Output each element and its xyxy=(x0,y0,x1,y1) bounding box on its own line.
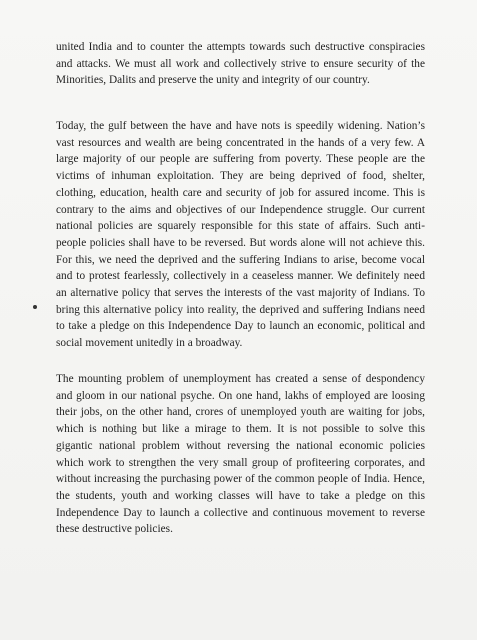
margin-dot xyxy=(33,305,37,309)
paragraph-wealth-gap: Today, the gulf between the have and have nots is speedily widening. Nation’s vast resources and wealth are being concentrated in the hands of a very few. A large majority of our people are suffering from poverty. These people are the victims of inhuman exploitation. They are being deprived of food, shelter, clothing, education, health care and security of job for assured income. This is contrary to the aims and objectives of our Independence struggle. Our current national policies are squarely responsible for this state of affairs. Such anti-people policies shall have to be reversed. But words alone will not achieve this. For this, we need the deprived and the suffering Indians to arise, become vocal and to protest fearlessly, collectively in a ceaseless manner. We definitely need an alternative policy that serves the interests of the vast majority of Indians. To bring this alternative policy into reality, the deprived and suffering Indians need to take a pledge on this Independence Day to launch an economic, political and social movement unitedly in a broadway. xyxy=(56,120,425,350)
paragraph-minorities-unity: united India and to counter the attempts towards such destructive conspiracies and attacks. We must all work and collectively strive to ensure security of the Minorities, Dalits and preserve the unity and integrity of our country. xyxy=(56,41,425,87)
paragraph-unemployment: The mounting problem of unemployment has created a sense of despondency and gloom in our national psyche. On one hand, lakhs of employed are loosing their jobs, on the other hand, crores of unemployed youth are waiting for jobs, which is nothing but like a mirage to them. It is not possible to solve this gigantic national problem without reversing the national economic policies which work to strengthen the very small group of profiteering corporates, and without increasing the purchasing power of the common people of India. Hence, the students, youth and working classes will have to take a pledge on this Independence Day to launch a collective and continuous movement to reverse these destructive policies. xyxy=(56,373,425,536)
